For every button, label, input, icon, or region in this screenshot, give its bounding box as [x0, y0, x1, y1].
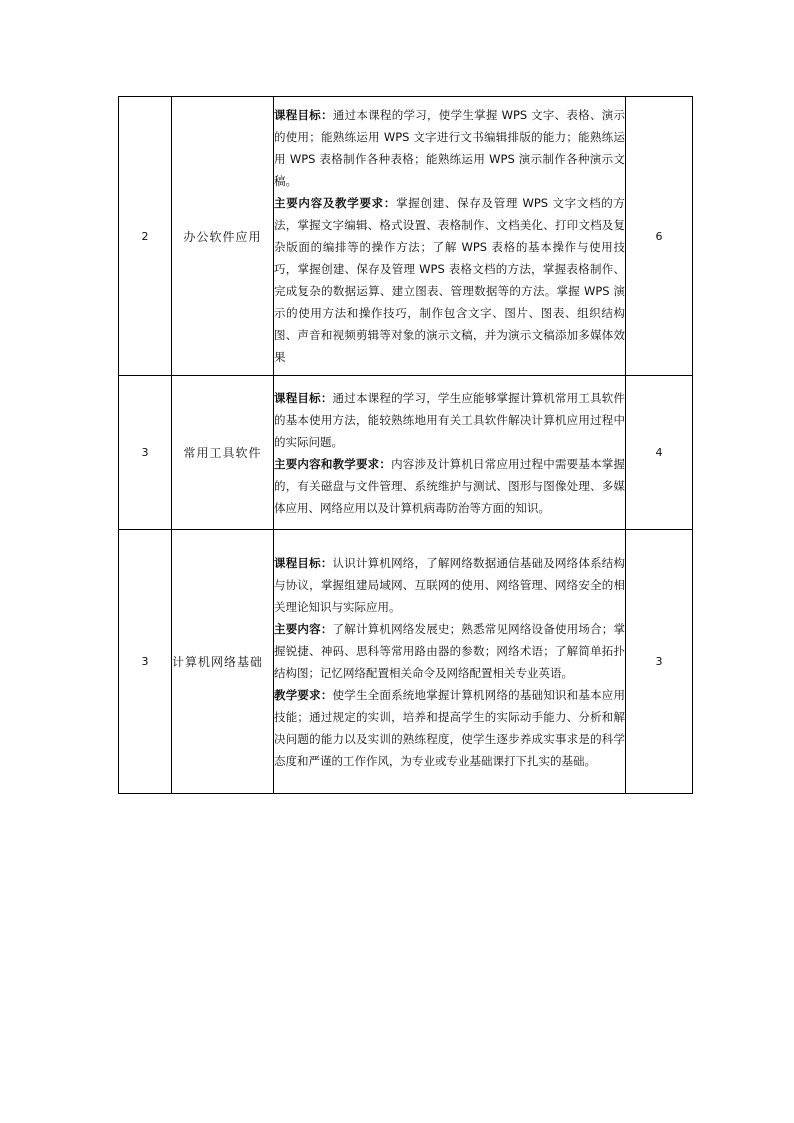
description-block: [274, 104, 625, 192]
row-number: 2: [119, 97, 172, 376]
block-text: 掌握创建、保存及管理 WPS 文字文档的方法，掌握文字编辑、格式设置、表格制作、文档美化、打印文档及复杂版面的编排等的操作方法；了解 WPS 表格的基本操作与使用技巧，掌握创建、保存及管理 WPS 表格文档的方法，掌握表格制作、完成复杂的数据运算、建立图表、管理数据等的方法。掌握 WPS 演示的使用方法和操作技巧，制作包含文字、图片、图表、组织结构图、声音和视频剪辑等对象的演示文稿，并为演示文稿添加多媒体效果: [274, 196, 626, 364]
row-number: 3: [119, 530, 172, 794]
block-text: 内容涉及计算机日常应用过程中需要基本掌握的，有关磁盘与文件管理、系统维护与测试、图形与图像处理、多媒体应用、网络应用以及计算机病毒防治等方面的知识。: [274, 456, 626, 515]
block-label: 课程目标：: [274, 390, 333, 405]
block-text: 通过本课程的学习，使学生掌握 WPS 文字、表格、演示的使用；能熟练运用 WPS 文字进行文书编辑排版的能力；能熟练运用 WPS 表格制作各种表格；能熟练运用 WPS 演示制作各种演示文稿。: [274, 108, 625, 188]
block-label: 主要内容及教学要求：: [274, 196, 397, 210]
description-block: [274, 453, 625, 519]
block-label: 课程目标：: [274, 555, 333, 570]
block-text: 通过本课程的学习，学生应能够掌握计算机常用工具软件的基本使用方法，能较熟练地用有关工具软件解决计算机应用过程中的实际问题。: [274, 390, 626, 449]
block-text: 使学生全面系统地掌握计算机网络的基础知识和基本应用技能；通过规定的实训，培养和提高学生的实际动手能力、分析和解决问题的能力以及实训的熟练程度，使学生逐步养成实事求是的科学态度和严谨的工作作风，为专业或专业基础课打下扎实的基础。: [274, 687, 626, 768]
block-label: 课程目标：: [274, 108, 333, 122]
table-row: [119, 376, 693, 530]
description-block: [274, 552, 625, 618]
block-label: 主要内容：: [274, 621, 333, 636]
table-row: [119, 530, 693, 794]
course-name: 计算机网络基础: [172, 530, 274, 794]
block-text: 了解计算机网络发展史；熟悉常见网络设备使用场合；掌握锐捷、神码、思科等常用路由器的参数；网络术语；了解简单拓扑结构图；记忆网络配置相关命令及网络配置相关专业英语。: [274, 621, 626, 680]
description-block: [274, 387, 625, 453]
course-name: 办公软件应用: [172, 97, 274, 376]
row-number: 3: [119, 376, 172, 530]
course-hours: 4: [626, 376, 693, 530]
block-label: 主要内容和教学要求：: [274, 456, 392, 471]
description-block: [274, 618, 625, 684]
course-hours: 6: [626, 97, 693, 376]
description-block: [274, 684, 625, 772]
course-hours: 3: [626, 530, 693, 794]
block-label: 教学要求：: [274, 687, 333, 702]
course-name: 常用工具软件: [172, 376, 274, 530]
course-description: [274, 97, 626, 376]
table-row: [119, 97, 693, 376]
course-description: [274, 530, 626, 794]
description-block: [274, 192, 625, 368]
course-table: [118, 96, 693, 794]
block-text: 认识计算机网络，了解网络数据通信基础及网络体系结构与协议，掌握组建局域网、互联网的使用、网络管理、网络安全的相关理论知识与实际应用。: [274, 555, 626, 614]
course-description: [274, 376, 626, 530]
